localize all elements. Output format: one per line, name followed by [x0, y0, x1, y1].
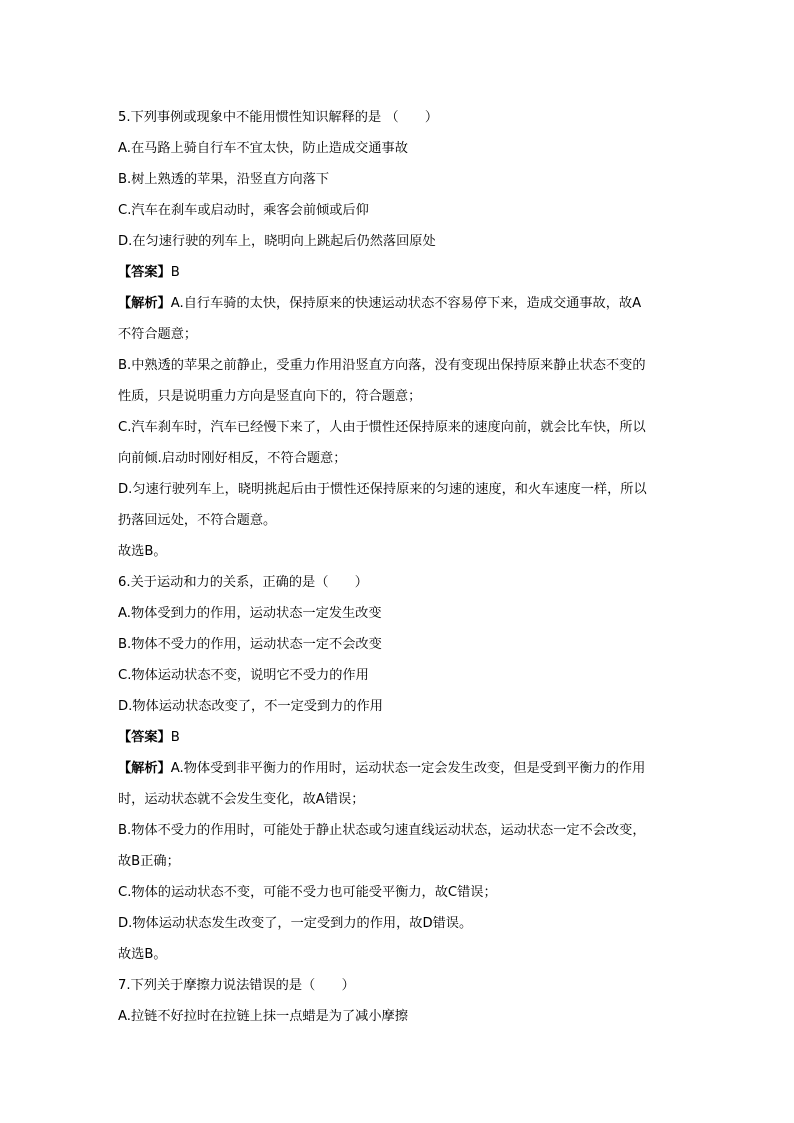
- question-5-analysis-line: C.汽车刹车时，汽车已经慢下来了，人由于惯性还保持原来的速度向前，就会比车快，所以: [118, 420, 646, 435]
- question-5-analysis-line: 扔落回远处，不符合题意。: [118, 513, 277, 528]
- question-5-conclusion: 故选B。: [118, 544, 167, 559]
- analysis-text: A.自行车骑的太快，保持原来的快速运动状态不容易停下来，造成交通事故，故A: [170, 296, 642, 311]
- question-5-analysis-line: 性质，只是说明重力方向是竖直向下的，符合题意；: [118, 389, 422, 404]
- question-6-analysis-line: 时，运动状态就不会发生变化，故A错误；: [118, 792, 365, 807]
- document-content: [118, 102, 684, 1032]
- question-5-option-d: D.在匀速行驶的列车上，晓明向上跳起后仍然落回原处: [118, 234, 436, 249]
- question-6-analysis-line: B.物体不受力的作用时，可能处于静止状态或匀速直线运动状态，运动状态一定不会改变，: [118, 823, 646, 838]
- question-5-analysis-line: 向前倾.启动时刚好相反，不符合题意；: [118, 451, 347, 466]
- question-5-option-a: A.在马路上骑自行车不宜太快，防止造成交通事故: [118, 141, 408, 156]
- question-5-option-c: C.汽车在刹车或启动时，乘客会前倾或后仰: [118, 203, 369, 218]
- question-6-analysis-line: C.物体的运动状态不变，可能不受力也可能受平衡力，故C错误；: [118, 885, 497, 900]
- answer-label: 【答案】: [118, 730, 171, 745]
- question-6-option-d: D.物体运动状态改变了，不一定受到力的作用: [118, 699, 383, 714]
- question-5-analysis-line: [118, 288, 684, 319]
- question-6-analysis-line: D.物体运动状态发生改变了，一定受到力的作用，故D错误。: [118, 916, 473, 931]
- question-5-analysis-line: 不符合题意；: [118, 327, 198, 342]
- analysis-label: 【解析】: [118, 296, 171, 311]
- question-6-option-c: C.物体运动状态不变，说明它不受力的作用: [118, 668, 369, 683]
- question-5-analysis-line: B.中熟透的苹果之前静止，受重力作用沿竖直方向落，没有变现出保持原来静止状态不变的: [118, 358, 646, 373]
- question-6-analysis-line: 故B正确；: [118, 854, 180, 869]
- question-6-option-a: A.物体受到力的作用，运动状态一定发生改变: [118, 606, 382, 621]
- question-5-analysis-line: D.匀速行驶列车上，晓明挑起后由于惯性还保持原来的匀速的速度，和火车速度一样，所以: [118, 482, 647, 497]
- analysis-label: 【解析】: [118, 761, 171, 776]
- answer-value: B: [170, 730, 180, 745]
- question-6-option-b: B.物体不受力的作用，运动状态一定不会改变: [118, 637, 382, 652]
- answer-value: B: [170, 265, 180, 280]
- analysis-text: A.物体受到非平衡力的作用时，运动状态一定会发生改变，但是受到平衡力的作用: [170, 761, 646, 776]
- answer-label: 【答案】: [118, 265, 171, 280]
- question-6-analysis-line: [118, 753, 684, 784]
- question-5-stem: 5.下列事例或现象中不能用惯性知识解释的是 （ ）: [118, 110, 439, 125]
- question-7-stem: 7.下列关于摩擦力说法错误的是（ ）: [118, 978, 355, 993]
- question-5-answer: [118, 257, 684, 288]
- question-6-stem: 6.关于运动和力的关系，正确的是（ ）: [118, 575, 368, 590]
- question-7-option-a: A.拉链不好拉时在拉链上抹一点蜡是为了减小摩擦: [118, 1009, 408, 1024]
- question-6-answer: [118, 722, 684, 753]
- question-5-option-b: B.树上熟透的苹果，沿竖直方向落下: [118, 172, 330, 187]
- question-6-conclusion: 故选B。: [118, 947, 167, 962]
